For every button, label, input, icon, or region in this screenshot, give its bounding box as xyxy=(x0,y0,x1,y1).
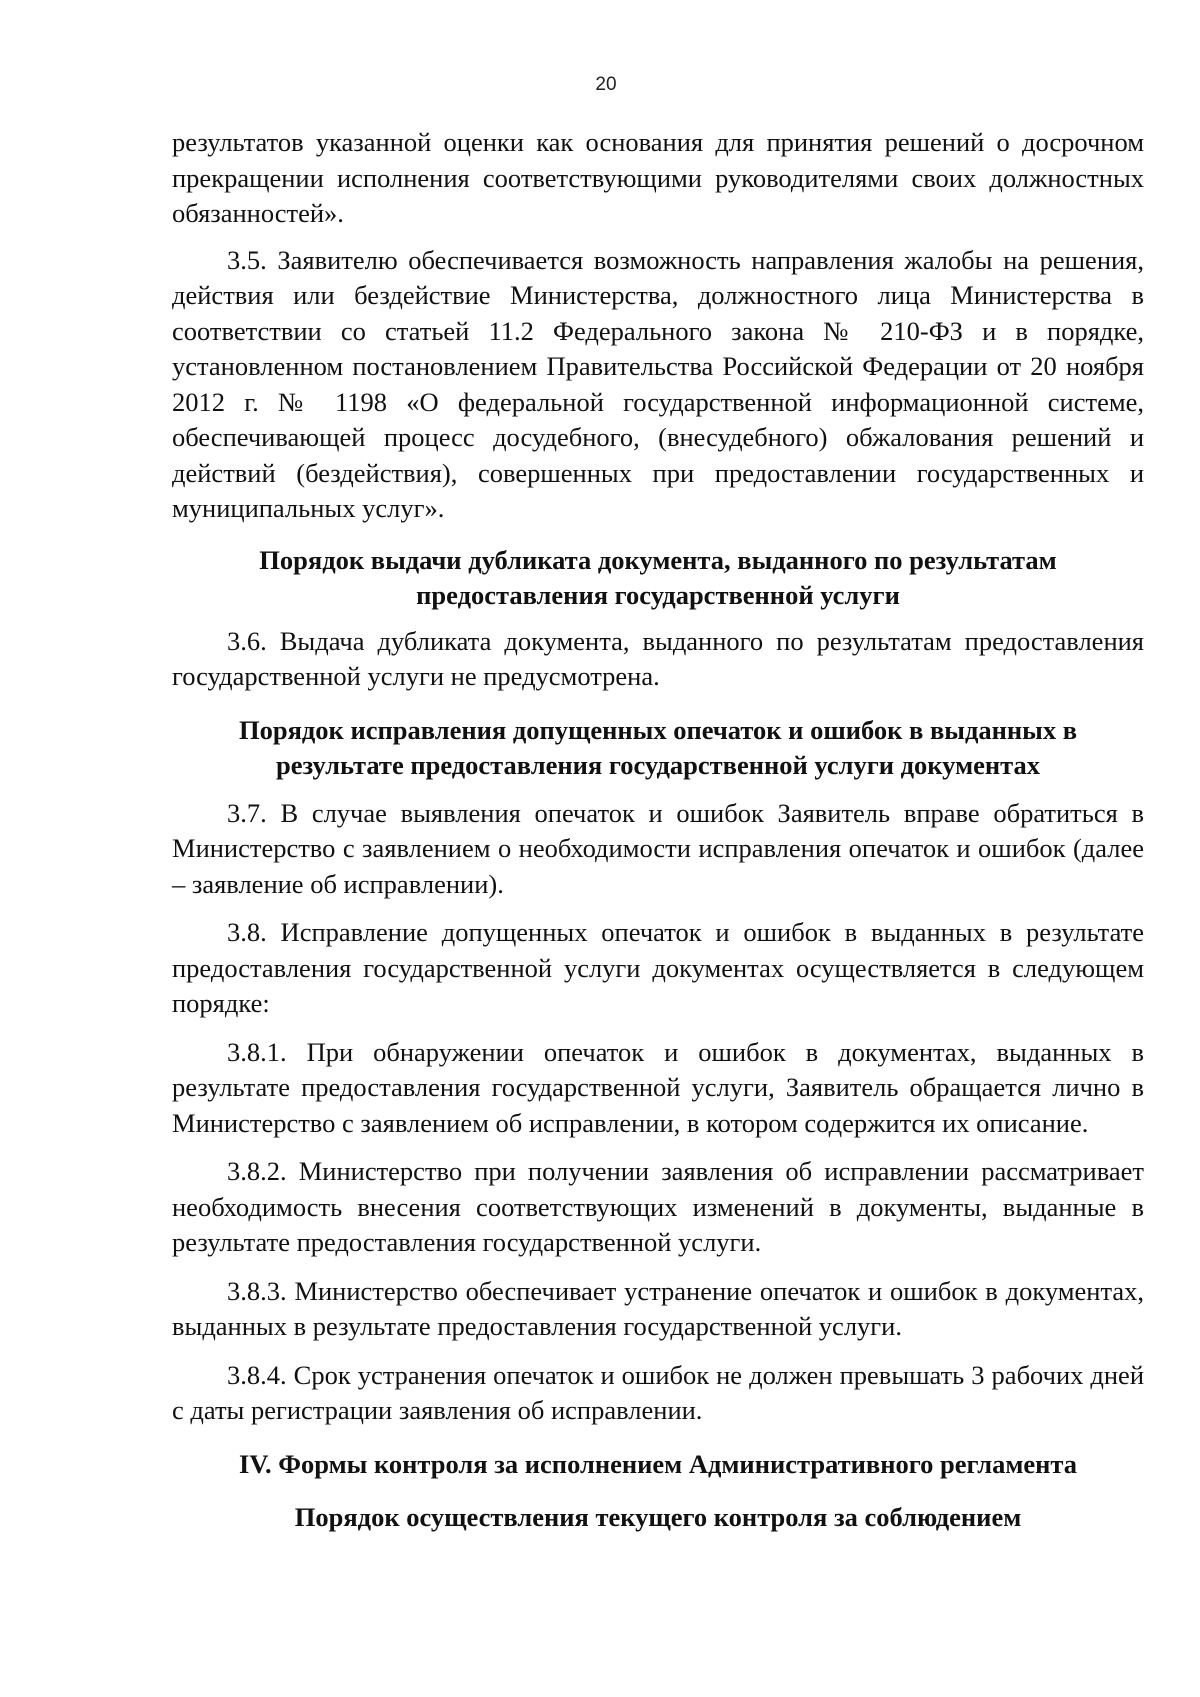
heading-line: IV. Формы контроля за исполнением Административного регламента xyxy=(239,1448,1077,1479)
paragraph-3-8-4: 3.8.4. Срок устранения опечаток и ошибок не должен превышать 3 рабочих дней с даты регистрации заявления об исправлении. xyxy=(172,1359,1144,1425)
section-heading-duplicate xyxy=(172,543,1144,614)
paragraph-3-6: 3.6. Выдача дубликата документа, выданного по результатам предоставления государственной услуги не предусмотрена. xyxy=(172,625,1144,691)
chapter-heading-iv xyxy=(172,1447,1144,1483)
paragraph-3-8-2: 3.8.2. Министерство при получении заявления об исправлении рассматривает необходимость внесения соответствующих изменений в документы, выданные в результате предоставления государственной услуги. xyxy=(172,1156,1144,1257)
paragraph-3-5: 3.5. Заявителю обеспечивается возможность направления жалобы на решения, действия или бездействие Министерства, должностного лица Министерства в соответствии со статьей 11.2 Федерального закона № 210-ФЗ и в порядке, установленном постановлением Правительства Российской Федерации от 20 ноября 2012 г. № 1198 «О федеральной государственной информационной системе, обеспечивающей процесс досудебного, (внесудебного) обжалования решений и действий (бездействия), совершенных при предоставлении государственных и муниципальных услуг». xyxy=(172,244,1144,523)
heading-line: Порядок выдачи дубликата документа, выданного по результатам xyxy=(259,544,1057,575)
section-heading-current-control xyxy=(172,1500,1144,1536)
page-number: 20 xyxy=(595,74,617,95)
paragraph-3-7: 3.7. В случае выявления опечаток и ошибок Заявитель вправе обратиться в Министерство с заявлением о необходимости исправления опечаток и ошибок (далее – заявление об исправлении). xyxy=(172,797,1144,899)
paragraph-3-8-3: 3.8.3. Министерство обеспечивает устранение опечаток и ошибок в документах, выданных в результате предоставления государственной услуги. xyxy=(172,1275,1144,1341)
paragraph-continuation: результатов указанной оценки как основания для принятия решений о досрочном прекращении исполнения соответствующими руководителями своих должностных обязанностей». xyxy=(172,127,1144,228)
paragraph-3-8-1: 3.8.1. При обнаружении опечаток и ошибок в документах, выданных в результате предоставления государственной услуги, Заявитель обращается лично в Министерство с заявлением об исправлении, в котором содержится их описание. xyxy=(172,1036,1144,1138)
section-heading-corrections xyxy=(172,713,1144,784)
heading-line: результате предоставления государственной услуги документах xyxy=(275,750,1041,780)
heading-line: предоставления государственной услуги xyxy=(416,580,900,610)
document-body xyxy=(172,125,1144,1536)
heading-line: Порядок осуществления текущего контроля за соблюдением xyxy=(294,1502,1022,1532)
heading-line: Порядок исправления допущенных опечаток и ошибок в выданных в xyxy=(238,714,1078,745)
paragraph-3-8: 3.8. Исправление допущенных опечаток и ошибок в выданных в результате предоставления государственной услуги документах осуществляется в следующем порядке: xyxy=(172,917,1144,1018)
